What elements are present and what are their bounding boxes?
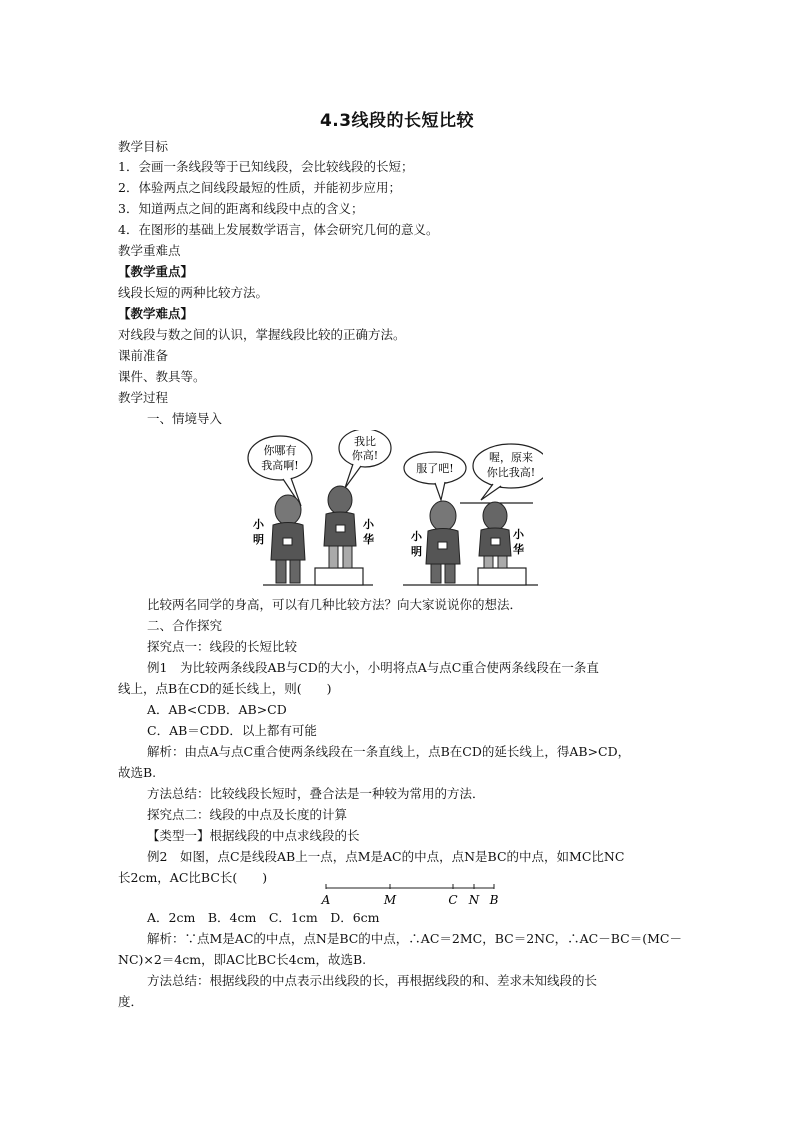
section-explore: 二、合作探究 xyxy=(147,618,223,633)
example-2-summary-2: 度． xyxy=(118,994,144,1009)
example-1-options-ab: A．AB<CDB．AB>CD xyxy=(147,702,287,717)
speech-bubble-2 xyxy=(339,430,391,488)
example-2-summary-1: 方法总结：根据线段的中点表示出线段的长，再根据线段的和、差求未知线段的长 xyxy=(147,973,598,988)
boy-xiaohua-right-figure xyxy=(479,502,511,568)
example-1-analysis-1: 解析：由点A与点C重合使两条线段在一条直线上，点B在CD的延长线上，得AB>CD， xyxy=(147,744,631,759)
point-label-a: A xyxy=(321,893,331,907)
objective-4: 4．在图形的基础上发展数学语言，体会研究几何的意义。 xyxy=(118,222,439,237)
boy-xiaoming-right-figure xyxy=(426,501,460,583)
example-1-line-1: 例1 为比较两条线段AB与CD的大小，小明将点A与点C重合使两条线段在一条直 xyxy=(147,660,599,675)
type-1-heading: 【类型一】根据线段的中点求线段的长 xyxy=(147,828,360,843)
label-xiaohua-left-2: 华 xyxy=(363,533,374,546)
difficulty-text: 对线段与数之间的认识，掌握线段比较的正确方法。 xyxy=(118,327,406,342)
example-1-options-cd: C．AB＝CDD．以上都有可能 xyxy=(147,723,317,738)
page-title: 4.3线段的长短比较 xyxy=(319,111,475,131)
example-2-line-2: 长2cm，AC比BC长( ) xyxy=(118,870,268,885)
explore-point-1: 探究点一：线段的长短比较 xyxy=(147,639,298,654)
example-2-options: A．2cm B．4cm C．1cm D．6cm xyxy=(147,910,380,925)
heading-key-points: 教学重难点 xyxy=(118,243,181,258)
focus-text: 线段长短的两种比较方法。 xyxy=(118,285,269,300)
preparation-text: 课件、教具等。 xyxy=(118,369,206,384)
example-1-line-2: 线上，点B在CD的延长线上，则( ) xyxy=(118,681,332,696)
heading-objectives: 教学目标 xyxy=(118,139,169,154)
objective-1: 1．会画一条线段等于已知线段，会比较线段的长短； xyxy=(118,159,414,174)
example-1-summary: 方法总结：比较线段长短时，叠合法是一种较为常用的方法． xyxy=(147,786,485,801)
speech-bubble-1 xyxy=(248,436,312,506)
point-label-m: M xyxy=(383,893,397,907)
heading-preparation: 课前准备 xyxy=(118,348,169,363)
section-intro: 一、情境导入 xyxy=(147,411,223,426)
label-xiaohua-right-1: 小 xyxy=(513,528,524,541)
heading-difficulty: 【教学难点】 xyxy=(118,306,194,321)
objective-2: 2．体验两点之间线段最短的性质，并能初步应用； xyxy=(118,180,401,195)
example-2-line-1: 例2 如图，点C是线段AB上一点，点M是AC的中点，点N是BC的中点，如MC比NC xyxy=(147,849,625,864)
label-xiaohua-left-1: 小 xyxy=(363,518,374,531)
bubble-1-line-1: 你哪有 xyxy=(263,444,297,457)
bubble-2-line-2: 你高! xyxy=(351,449,379,462)
point-label-n: N xyxy=(468,893,480,907)
boy-xiaohua-left-figure xyxy=(324,486,356,568)
label-xiaoming-right-1: 小 xyxy=(411,530,422,543)
height-comparison-illustration xyxy=(243,430,543,590)
bubble-2-line-1: 我比 xyxy=(354,435,376,448)
bubble-1-line-2: 我高啊! xyxy=(261,459,299,472)
speech-bubble-3 xyxy=(404,452,466,500)
heading-process: 教学过程 xyxy=(118,390,169,405)
example-2-analysis-2: NC)×2＝4cm，即AC比BC长4cm，故选B. xyxy=(118,952,367,967)
objective-3: 3．知道两点之间的距离和线段中点的含义； xyxy=(118,201,364,216)
example-1-analysis-2: 故选B. xyxy=(118,765,157,780)
explore-point-2: 探究点二：线段的中点及长度的计算 xyxy=(147,807,348,822)
point-label-b: B xyxy=(489,893,499,907)
point-label-c: C xyxy=(448,893,458,907)
step-box-left xyxy=(315,568,363,585)
bubble-4-line-2: 你比我高! xyxy=(486,466,536,479)
label-xiaohua-right-2: 华 xyxy=(513,543,524,556)
step-box-right xyxy=(478,568,526,585)
segment-diagram xyxy=(320,880,500,910)
heading-focus: 【教学重点】 xyxy=(118,264,194,279)
bubble-4-line-1: 喔，原来 xyxy=(489,451,533,464)
label-xiaoming-left-1: 小 xyxy=(253,518,264,531)
example-2-analysis-1: 解析：∵点M是AC的中点，点N是BC的中点，∴AC＝2MC，BC＝2NC，∴AC－BC＝(MC－ xyxy=(147,931,682,946)
boy-xiaoming-left-figure xyxy=(271,495,305,583)
intro-question: 比较两名同学的身高，可以有几种比较方法？向大家说说你的想法． xyxy=(147,597,523,612)
label-xiaoming-left-2: 明 xyxy=(253,533,264,546)
bubble-3-line-1: 服了吧! xyxy=(416,462,454,475)
speech-bubble-4 xyxy=(473,444,543,500)
label-xiaoming-right-2: 明 xyxy=(411,545,422,558)
